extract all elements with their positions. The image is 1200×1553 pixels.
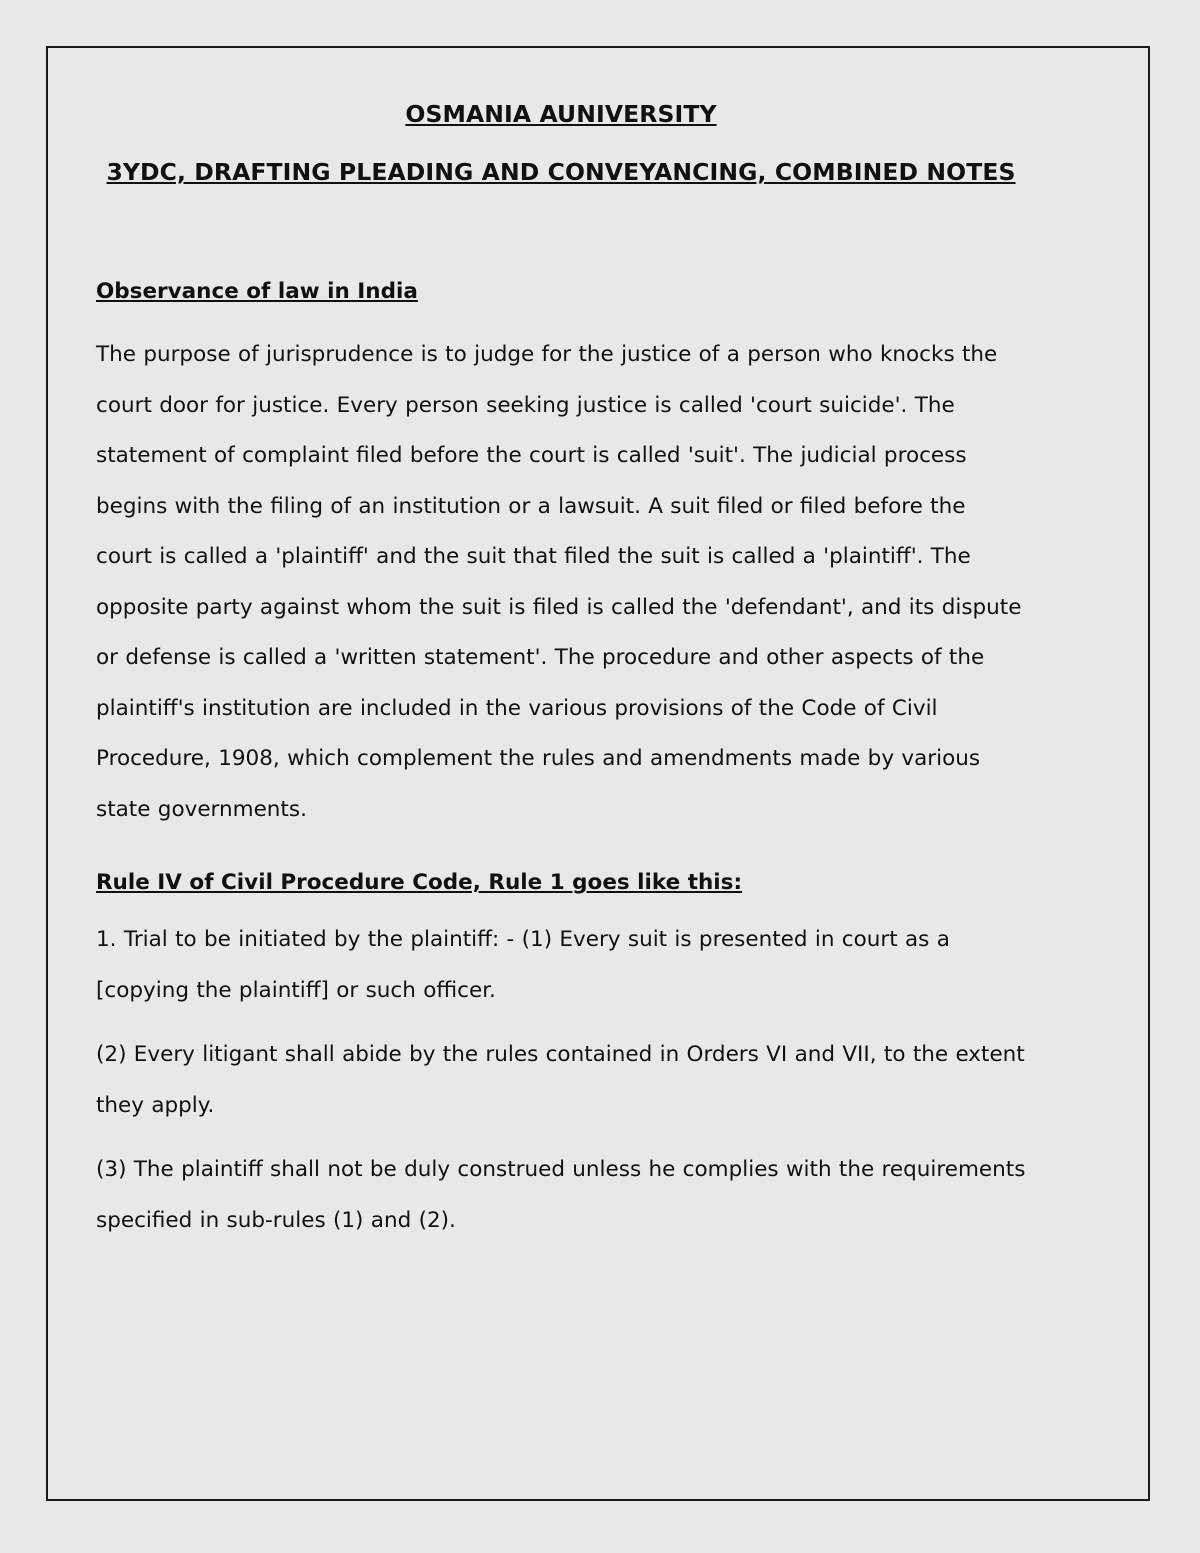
section-heading-rule-iv: Rule IV of Civil Procedure Code, Rule 1 goes like this: [96,870,743,895]
university-title: OSMANIA AUNIVERSITY [405,100,717,128]
rule-paragraph-3: (3) The plaintiff shall not be duly construed unless he complies with the requirements specified in sub-rules (1) and (2). [96,1157,1026,1233]
observance-paragraph: The purpose of jurisprudence is to judge for the justice of a person who knocks the court door for justice. Every person seeking justice is called 'court suicide'. The statement of complaint filed before the court is called 'suit'. The judicial process begins with the filing of an institution or a lawsuit. A suit filed or filed before the court is called a 'plaintiff' and the suit that filed the suit is called a 'plaintiff'. The opposite party against whom the suit is filed is called the 'defendant', and its dispute or defense is called a 'written statement'. The procedure and other aspects of the plaintiff's institution are included in the various provisions of the Code of Civil Procedure, 1908, which complement the rules and amendments made by various state governments. [96,342,1022,822]
section-heading-observance: Observance of law in India [96,279,418,304]
document-content [96,98,1026,1246]
rule-paragraph-1: 1. Trial to be initiated by the plaintiff: - (1) Every suit is presented in court as a [copying the plaintiff] or such officer. [96,927,950,1003]
course-title: 3YDC, DRAFTING PLEADING AND CONVEYANCING, COMBINED NOTES [106,158,1016,186]
rule-paragraph-2: (2) Every litigant shall abide by the rules contained in Orders VI and VII, to the extent they apply. [96,1042,1025,1118]
